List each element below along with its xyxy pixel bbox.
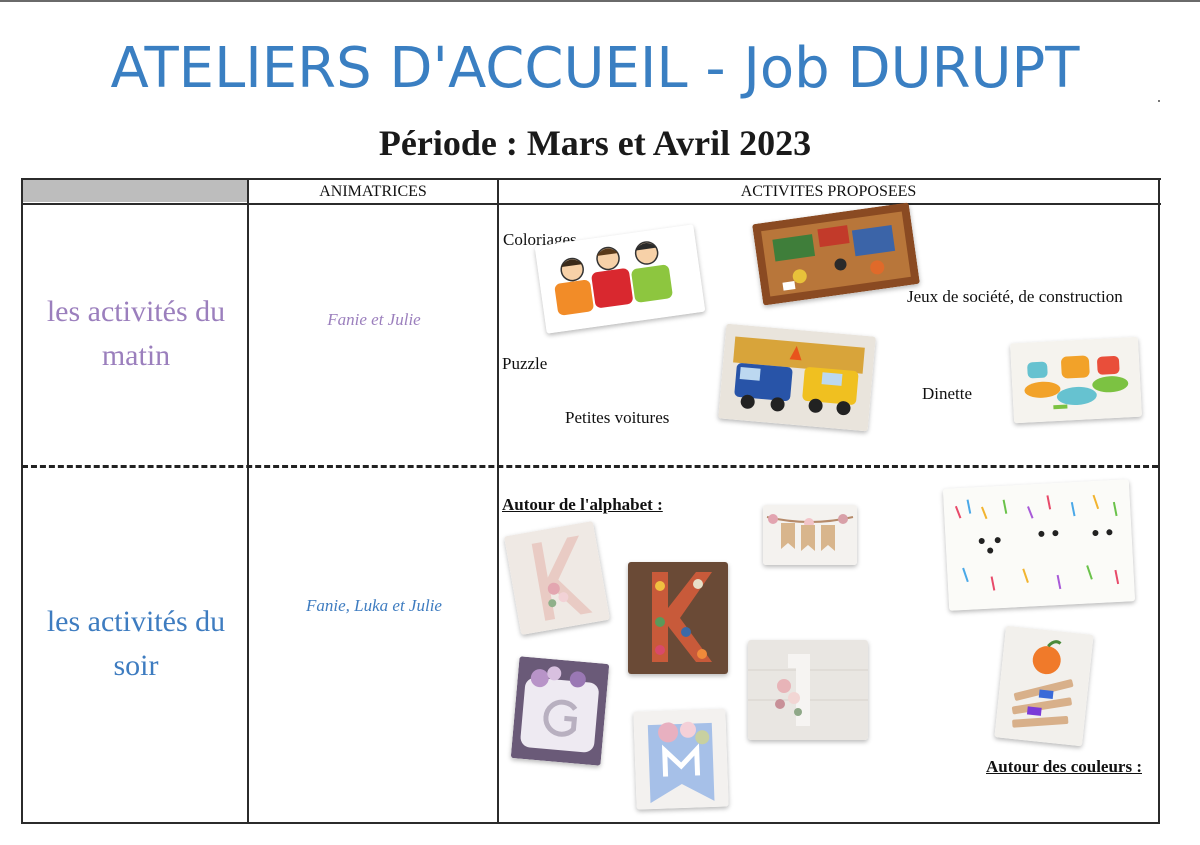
row-label-matin: [24, 290, 248, 378]
floral-letter-wood-image: [748, 640, 868, 740]
activity-alphabet: Autour de l'alphabet :: [502, 495, 663, 514]
animatrices-soir: Fanie, Luka et Julie: [306, 596, 442, 615]
letter-g-paper-image: [511, 656, 610, 765]
header-activites: ACTIVITES PROPOSEES: [740, 183, 917, 200]
row-label-soir-line2: soir: [113, 649, 159, 682]
col-divider-2: [497, 178, 499, 824]
header-animatrices: ANIMATRICES: [319, 183, 427, 200]
header-empty-cell: [22, 180, 248, 202]
color-clothespins-image: [994, 626, 1093, 747]
row-label-matin-line1: les activités du: [46, 295, 226, 328]
toy-dinette-image: [1010, 337, 1142, 424]
activity-jeux: Jeux de société, de construction: [907, 287, 1123, 306]
letter-garland-image: [763, 505, 857, 565]
row-label-soir: [24, 600, 248, 688]
row-label-soir-line1: les activités du: [46, 605, 226, 638]
table-bottom-border: [21, 822, 1158, 824]
table-right-border: [1158, 178, 1160, 824]
activity-voitures: Petites voitures: [565, 408, 670, 427]
row-label-matin-line2: matin: [101, 339, 171, 372]
activity-dinette: Dinette: [922, 384, 973, 403]
painted-faces-art-image: [943, 479, 1135, 611]
letter-k-paper-image: [504, 521, 610, 635]
pompom-letter-k-image: [628, 562, 728, 674]
activity-coloriages: Coloriages: [503, 230, 577, 249]
row-divider: [22, 465, 1158, 468]
table-left-border: [21, 178, 23, 824]
toy-cars-image: [718, 324, 876, 432]
animatrices-matin: Fanie et Julie: [327, 310, 421, 329]
activity-puzzle: Puzzle: [502, 354, 548, 373]
page-title: ATELIERS D'ACCUEIL - Job DURUPT: [110, 36, 1080, 101]
letter-m-pennant-image: [633, 708, 728, 809]
activity-couleurs: Autour des couleurs :: [986, 757, 1142, 776]
col-divider-1: [247, 178, 249, 824]
period-subtitle: Période : Mars et Avril 2023: [378, 123, 812, 163]
